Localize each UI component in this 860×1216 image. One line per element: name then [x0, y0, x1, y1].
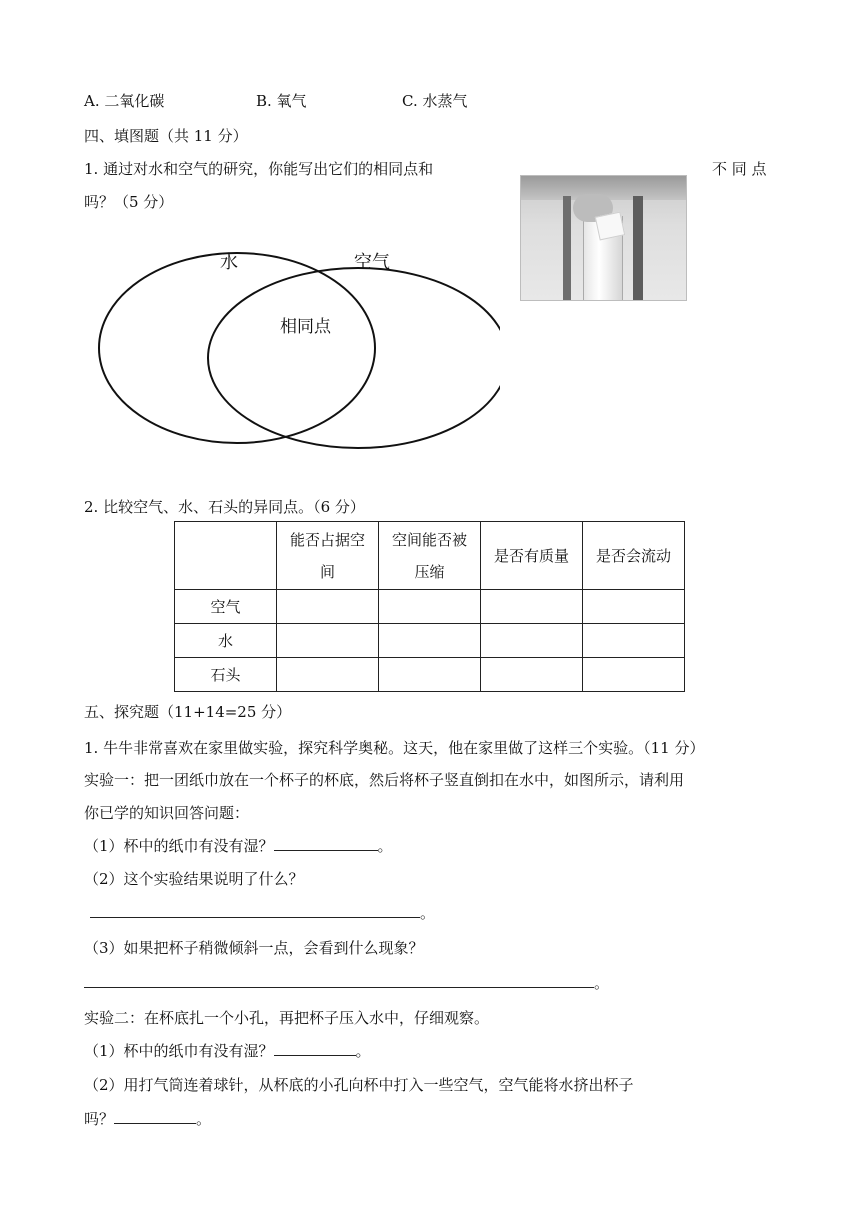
table-cell-blank[interactable] — [277, 658, 379, 692]
answer-blank[interactable] — [274, 836, 378, 851]
table-cell-blank[interactable] — [379, 590, 481, 624]
table-cell-blank[interactable] — [379, 624, 481, 658]
table-row — [175, 590, 685, 624]
choice-c: C. 水蒸气 — [402, 92, 468, 110]
answer-blank[interactable] — [114, 1109, 196, 1124]
section5-title: 五、探究题（11+14=25 分） — [84, 703, 292, 721]
table-header-cell: 是否有质量 — [481, 522, 583, 590]
table-header-empty — [175, 522, 277, 590]
exp1-line1: 实验一：把一团纸巾放在一个杯子的杯底，然后将杯子竖直倒扣在水中，如图所示，请利用 — [84, 771, 685, 789]
table-row — [175, 624, 685, 658]
table-cell-blank[interactable] — [583, 624, 685, 658]
venn-diagram — [96, 242, 500, 452]
venn-label-water: 水 — [220, 252, 238, 272]
table-cell-blank[interactable] — [583, 590, 685, 624]
table-row-label: 水 — [175, 624, 277, 658]
q2-title: 2. 比较空气、水、石头的异同点。（6 分） — [84, 498, 365, 516]
answer-blank[interactable] — [84, 973, 594, 988]
comparison-table — [174, 521, 685, 692]
answer-blank[interactable] — [274, 1041, 356, 1056]
venn-label-overlap: 相同点 — [280, 317, 331, 336]
experiment-photo — [520, 175, 687, 301]
table-cell-blank[interactable] — [379, 658, 481, 692]
table-cell-blank[interactable] — [481, 590, 583, 624]
exp1-q1: （1）杯中的纸巾有没有湿？ 。 — [84, 837, 393, 855]
exp1-line2: 你已学的知识回答问题： — [84, 804, 250, 822]
table-cell-blank[interactable] — [481, 624, 583, 658]
table-cell-blank[interactable] — [583, 658, 685, 692]
venn-label-air: 空气 — [354, 252, 390, 272]
choice-b: B. 氧气 — [256, 92, 307, 110]
q1-line1: 1. 通过对水和空气的研究，你能写出它们的相同点和 — [84, 160, 434, 178]
q1-line1-tail: 不 同 点 — [712, 160, 767, 178]
exp1-q2: （2）这个实验结果说明了什么？ — [84, 870, 304, 888]
table-cell-blank[interactable] — [481, 658, 583, 692]
venn-circle-air — [208, 268, 500, 448]
table-row-label: 空气 — [175, 590, 277, 624]
venn-circle-water — [99, 253, 375, 443]
section4-title: 四、填图题（共 11 分） — [84, 127, 248, 145]
exp-intro: 1. 牛牛非常喜欢在家里做实验，探究科学奥秘。这天，他在家里做了这样三个实验。（11 分） — [84, 739, 705, 757]
answer-blank[interactable] — [90, 903, 420, 918]
table-header-cell: 是否会流动 — [583, 522, 685, 590]
exp1-q3: （3）如果把杯子稍微倾斜一点，会看到什么现象？ — [84, 939, 424, 957]
table-cell-blank[interactable] — [277, 624, 379, 658]
exp2-q1: （1）杯中的纸巾有没有湿？ 。 — [84, 1042, 371, 1060]
table-header-row — [175, 522, 685, 590]
exp1-q2-answer: 。 — [90, 902, 435, 923]
table-header-cell: 能否占据空 间 — [277, 522, 379, 590]
table-header-cell: 空间能否被 压缩 — [379, 522, 481, 590]
choice-a: A. 二氧化碳 — [84, 92, 165, 110]
exp2-line1: 实验二：在杯底扎一个小孔，再把杯子压入水中，仔细观察。 — [84, 1009, 490, 1027]
table-row — [175, 658, 685, 692]
exp2-q2-line1: （2）用打气筒连着球针，从杯底的小孔向杯中打入一些空气，空气能将水挤出杯子 — [84, 1076, 634, 1094]
exp2-q2-line2: 吗？ 。 — [84, 1110, 212, 1128]
table-row-label: 石头 — [175, 658, 277, 692]
exp1-q3-answer: 。 — [84, 972, 609, 993]
q1-line2: 吗？（5 分） — [84, 193, 174, 211]
table-cell-blank[interactable] — [277, 590, 379, 624]
